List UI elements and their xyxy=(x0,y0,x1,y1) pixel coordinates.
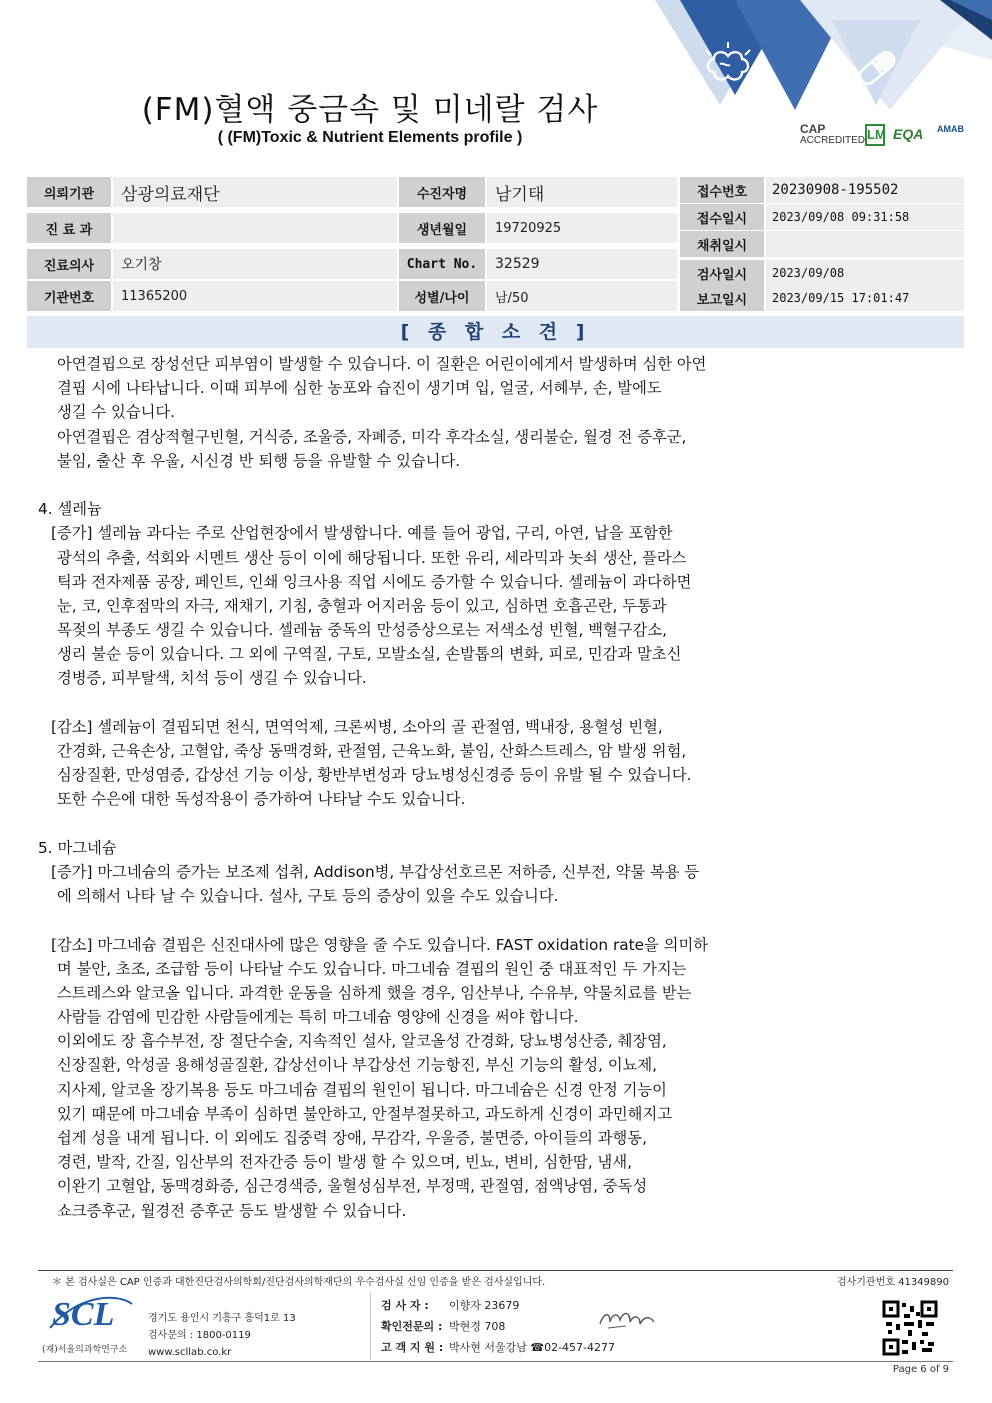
signature-image xyxy=(596,1306,658,1332)
footer-accreditation-note: ＊ 본 검사실은 CAP 인증과 대한진단검사의학회/진단검사의학재단의 우수검사실 신임 인증을 받은 검사실입니다. xyxy=(52,1277,546,1288)
label-sex-age: 성별/나이 xyxy=(399,281,485,311)
label-receipt-datetime: 접수일시 xyxy=(680,204,764,230)
label-birthdate: 생년월일 xyxy=(399,213,485,243)
body-text-line: 5. 마그네슘 xyxy=(38,838,117,857)
body-text-line: [감소] 셀레늄이 결핍되면 천식, 면역억제, 크론씨병, 소아의 골 관절염, 백내장, 용혈성 빈혈, xyxy=(51,717,663,736)
body-text-line: 며 불안, 초조, 조급함 등이 나타날 수도 있습니다. 마그네슘 결핍의 원인 중 대표적인 두 가지는 xyxy=(57,959,687,978)
body-text-line: 결핍 시에 나타납니다. 이때 피부에 심한 농포와 습진이 생기며 입, 얼굴, 서혜부, 손, 발에도 xyxy=(57,379,662,398)
lab-website: www.scllab.co.kr xyxy=(148,1347,232,1358)
page-number: Page 6 of 9 xyxy=(892,1364,949,1375)
report-body xyxy=(38,352,878,1223)
staff-tester: 검 사 자 : 이향자 23679 xyxy=(381,1299,520,1312)
capsule-icon xyxy=(852,48,902,88)
scl-institute-name: (재)서울의과학연구소 xyxy=(42,1345,128,1355)
lm-logo: LM xyxy=(865,124,885,146)
label-institution-number: 기관번호 xyxy=(27,281,111,311)
value-report-datetime: 2023/09/15 17:01:47 xyxy=(766,285,964,311)
body-text-line: 4. 셀레늄 xyxy=(38,500,102,519)
value-collection-datetime xyxy=(766,231,964,257)
value-department xyxy=(113,213,397,243)
body-text-line: 이외에도 장 흡수부전, 장 절단수술, 지속적인 설사, 알코올성 간경화, 당뇨병성산증, 췌장염, xyxy=(57,1032,667,1051)
value-chart-no: 32529 xyxy=(487,249,677,279)
value-receipt-datetime: 2023/09/08 09:31:58 xyxy=(766,204,964,230)
body-text-line: 지사제, 알코올 장기복용 등도 마그네슘 결핍의 원인이 됩니다. 마그네슘은 신경 안정 기능이 xyxy=(57,1080,667,1099)
value-birthdate: 19720925 xyxy=(487,213,677,243)
body-text-line: 아연결핍은 겸상적혈구빈혈, 거식증, 조울증, 자폐증, 미각 후각소실, 생리불순, 월경 전 증후군, xyxy=(57,427,687,446)
footer-bottom-divider xyxy=(38,1361,953,1362)
body-text-line: 불임, 출산 후 우울, 시신경 반 퇴행 등을 유발할 수 있습니다. xyxy=(57,451,461,470)
label-doctor: 진료의사 xyxy=(27,249,111,279)
value-doctor: 오기창 xyxy=(113,249,397,279)
body-text-line: 있기 때문에 마그네슘 부족이 심하면 불안하고, 안절부절못하고, 과도하게 신경이 과민해지고 xyxy=(57,1104,673,1123)
body-text-line: 목젖의 부종도 생길 수 있습니다. 셀레늄 중독의 만성증상으로는 저색소성 빈혈, 백혈구감소, xyxy=(57,621,667,640)
body-text-line: 신장질환, 악성골 용해성골질환, 갑상선이나 부갑상선 기능항진, 부신 기능의 활성, 이뇨제, xyxy=(57,1056,658,1075)
section-title-summary: [ 종 합 소 견 ] xyxy=(27,316,964,348)
body-text-line: 간경화, 근육손상, 고혈압, 죽상 동맥경화, 관절염, 근육노화, 불임, 산화스트레스, 암 발생 위험, xyxy=(57,742,687,760)
amab-logo: AMAB xyxy=(937,124,964,134)
body-text-line: 사람들 감염에 민감한 사람들에게는 특히 마그네슘 영양에 신경을 써야 합니다. xyxy=(57,1008,579,1027)
label-patient-name: 수진자명 xyxy=(399,177,485,207)
body-text-line: 틱과 전자제품 공장, 페인트, 인쇄 잉크사용 직업 시에도 증가할 수 있습니다. 셀레늄이 과다하면 xyxy=(57,572,692,591)
lab-contact xyxy=(148,1310,296,1361)
body-text-line: 눈, 코, 인후점막의 자극, 재채기, 기침, 충혈과 어지러움 등이 있고, 심하면 호흡곤란, 두통과 xyxy=(57,596,667,615)
body-text-line: 에 의해서 나타 날 수 있습니다. 설사, 구토 등의 증상이 있을 수도 있습니다. xyxy=(57,887,559,906)
label-collection-datetime: 채취일시 xyxy=(680,231,764,257)
report-subtitle: ( (FM)Toxic & Nutrient Elements profile ) xyxy=(217,129,523,146)
cap-logo: CAP ACCREDITED xyxy=(800,122,866,146)
lab-address: 경기도 용인시 기흥구 흥덕1로 13 xyxy=(148,1313,296,1324)
paragraph-spacer xyxy=(38,691,878,715)
footer-separator xyxy=(370,1292,371,1360)
value-sex-age: 남/50 xyxy=(487,281,677,311)
footer-registration-number: 검사기관번호 41349890 xyxy=(836,1277,949,1288)
body-text-line: [증가] 셀레늄 과다는 주로 산업현장에서 발생합니다. 예를 들어 광업, 구리, 아연, 납을 포함한 xyxy=(51,524,673,543)
value-test-date: 2023/09/08 xyxy=(766,260,964,286)
lab-inquiry-phone: 검사문의 : 1800-0119 xyxy=(148,1330,251,1341)
paragraph-spacer xyxy=(38,473,878,497)
body-text-line: 또한 수은에 대한 독성작용이 증가하여 나타날 수도 있습니다. xyxy=(57,790,466,809)
label-receipt-number: 접수번호 xyxy=(680,177,764,203)
body-text-line: 광석의 추출, 석회와 시멘트 생산 등이 이에 해당됩니다. 또한 유리, 세라믹과 놋쇠 생산, 플라스 xyxy=(57,548,687,567)
label-institution: 의뢰기관 xyxy=(27,177,111,207)
body-text-line: 쉽게 성을 내게 됩니다. 이 외에도 집중력 장애, 무감각, 우울증, 불면증, 아이들의 과행동, xyxy=(57,1129,647,1147)
label-report-datetime: 보고일시 xyxy=(680,285,764,311)
eqa-logo: EQA xyxy=(893,126,924,142)
body-text-line: 생리 불순 등이 있습니다. 그 외에 구역질, 구토, 모발소실, 손발톱의 변화, 피로, 민감과 말초신 xyxy=(57,645,682,664)
body-text-line: 이완기 고혈압, 동맥경화증, 심근경색증, 울혈성심부전, 부정맥, 관절염, 점액낭염, 중독성 xyxy=(57,1177,648,1196)
body-text-line: 스트레스와 알코올 입니다. 과격한 운동을 심하게 했을 경우, 임산부나, 수유부, 약물치료를 받는 xyxy=(57,983,692,1002)
footer-divider xyxy=(38,1270,953,1271)
label-chart-no: Chart No. xyxy=(399,249,485,279)
scl-logo: SCL xyxy=(52,1296,115,1333)
body-text-line: 아연결핍으로 장성선단 피부염이 발생할 수 있습니다. 이 질환은 어린이에게서 발생하며 심한 아연 xyxy=(57,355,707,373)
paragraph-spacer xyxy=(38,908,878,932)
report-title: (FM)혈액 중금속 및 미네랄 검사 xyxy=(141,92,599,128)
paragraph-spacer xyxy=(38,812,878,836)
body-text-line: 경련, 발작, 간질, 임산부의 전자간증 등이 발생 할 수 있으며, 빈뇨, 변비, 심한땀, 냄새, xyxy=(57,1153,632,1172)
label-department: 진 료 과 xyxy=(27,213,111,243)
body-text-line: 쇼크증후군, 월경전 증후군 등도 발생할 수 있습니다. xyxy=(57,1201,407,1220)
staff-support: 고 객 지 원 : 박사현 서울강남 ☎02-457-4277 xyxy=(381,1341,616,1354)
body-text-line: 심장질환, 만성염증, 갑상선 기능 이상, 황반부변성과 당뇨병성신경증 등이 유발 될 수 있습니다. xyxy=(57,766,692,785)
body-text-line: 경병증, 피부탈색, 치석 등이 생길 수 있습니다. xyxy=(57,669,367,688)
value-patient-name: 남기태 xyxy=(487,177,677,207)
qr-code-icon xyxy=(882,1300,938,1356)
value-institution: 삼광의료재단 xyxy=(113,177,397,207)
value-institution-number: 11365200 xyxy=(113,281,397,311)
scl-logo-block xyxy=(38,1290,141,1360)
staff-reviewer: 확인전문의 : 박현경 708 xyxy=(381,1320,506,1333)
label-test-date: 검사일시 xyxy=(680,260,764,286)
value-receipt-number: 20230908-195502 xyxy=(766,177,964,203)
body-text-line: [증가] 마그네슘의 증가는 보조제 섭취, Addison병, 부갑상선호르몬 저하증, 신부전, 약물 복용 등 xyxy=(51,862,700,881)
body-text-line: 생길 수 있습니다. xyxy=(57,403,176,422)
accreditation-logos xyxy=(797,122,967,152)
staff-list xyxy=(381,1295,615,1358)
body-text-line: [감소] 마그네슘 결핍은 신진대사에 많은 영향을 줄 수도 있습니다. FAST oxidation rate을 의미하 xyxy=(51,935,709,954)
patient-info-table xyxy=(27,177,964,311)
